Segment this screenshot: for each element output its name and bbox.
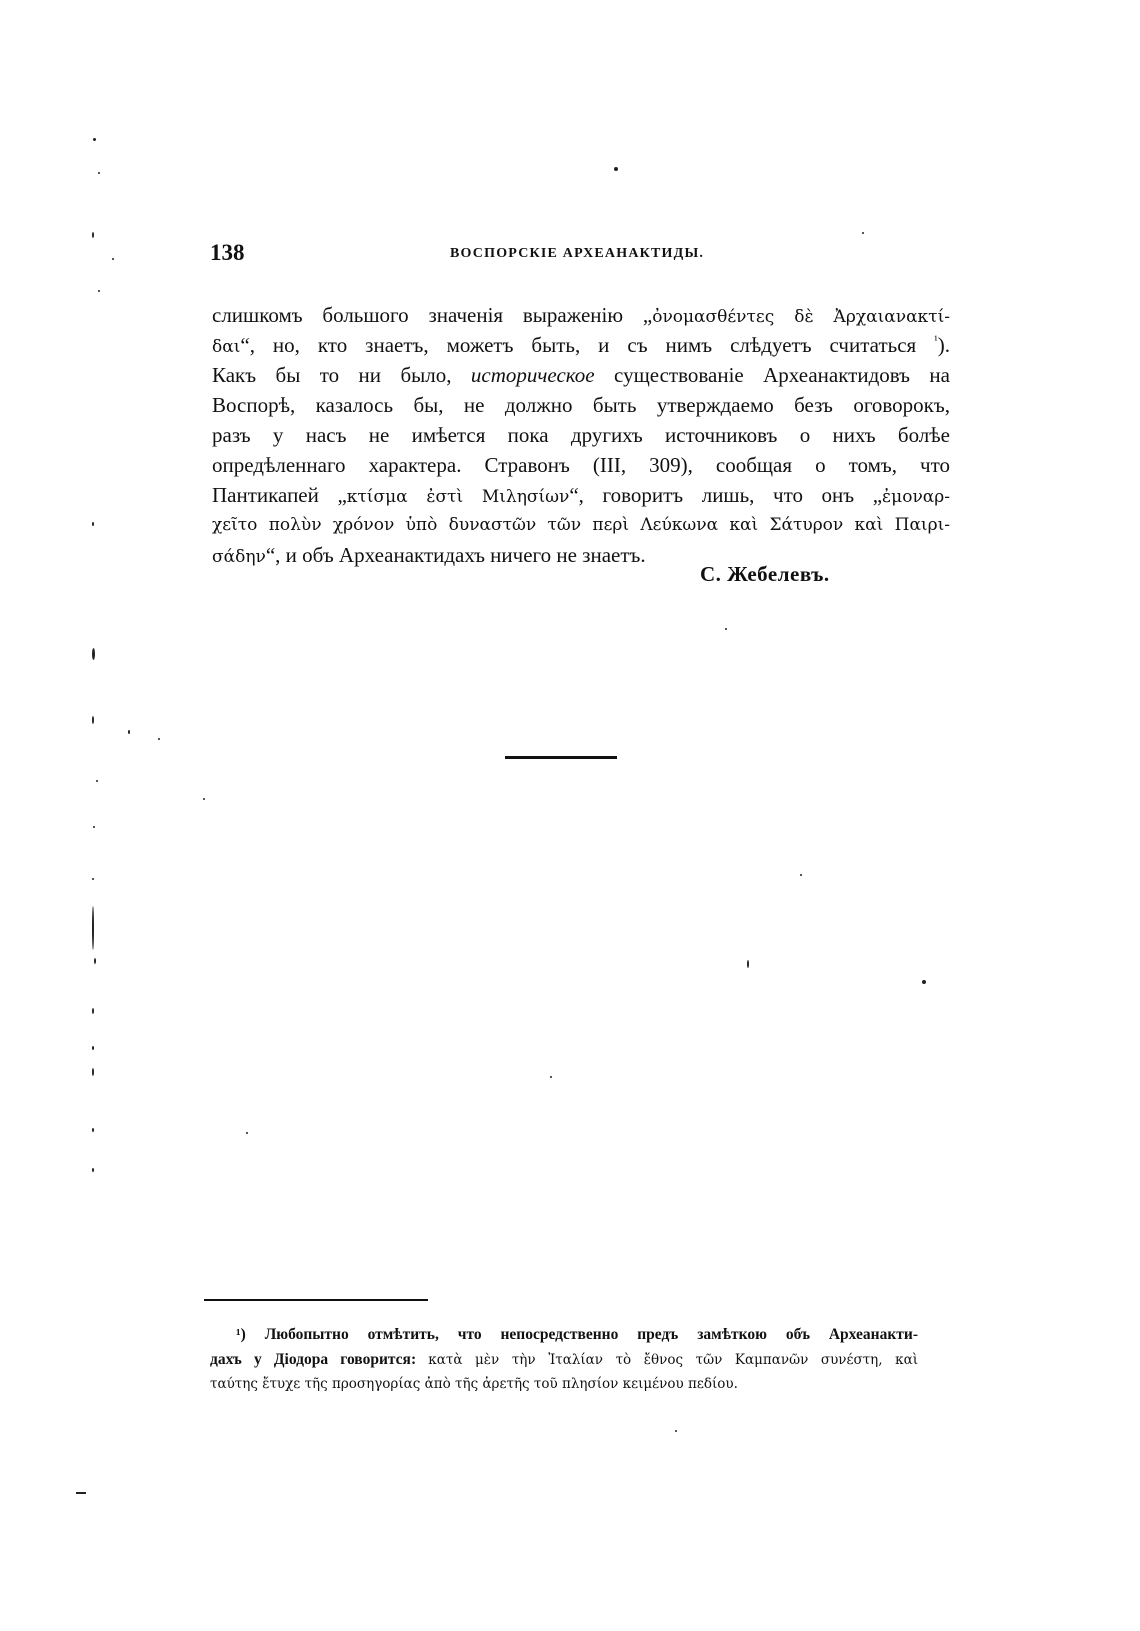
footnote-line: ταύτης ἔτυχε τῆς προσηγορίας ἀπὸ τῆς ἀρετῆς τοῦ πλησίον κειμένου πεδίου.: [210, 1376, 738, 1392]
end-rule: [505, 756, 617, 759]
footnote-line: [210, 1347, 918, 1372]
text-line: [212, 330, 950, 360]
scan-speck: [158, 738, 160, 740]
scan-speck: [92, 1046, 94, 1050]
scan-speck: [92, 1008, 94, 1014]
text-line: [212, 300, 950, 330]
scan-speck: [800, 874, 802, 876]
page-header: [210, 240, 945, 274]
greek-quote: σάδην: [212, 547, 266, 567]
scan-speck: [92, 232, 94, 238]
text-span: “, но, кто знаетъ, можетъ быть, и съ нимъ слѣдуетъ считаться: [240, 333, 935, 357]
text-span: Любопытно отмѣтить, что непосредственно предъ замѣткою объ Археанакти-: [245, 1326, 918, 1343]
footnote-marker: ¹): [236, 1326, 246, 1343]
scan-speck: [92, 1168, 94, 1172]
scan-speck: [725, 628, 727, 630]
scan-speck: [93, 138, 96, 141]
text-line: разъ у насъ не имѣется пока другихъ источниковъ о нихъ болѣе: [212, 423, 950, 447]
scan-speck: [112, 258, 114, 260]
text-span: слишкомъ большого значенія выраженію „: [212, 303, 653, 327]
text-line: [212, 540, 950, 570]
text-line: [212, 480, 950, 510]
text-span: Какъ бы то ни было,: [212, 363, 471, 387]
scan-speck: [862, 232, 864, 234]
text-line: [212, 360, 950, 390]
scan-speck: [92, 522, 94, 526]
greek-quote: κτίσμα ἐστὶ Μιλησίων: [346, 487, 570, 507]
text-span: ).: [937, 333, 950, 357]
text-span: “, говоритъ лишь, что онъ „: [569, 483, 883, 507]
text-span: дахъ у Діодора говорится:: [210, 1351, 429, 1368]
footnote-rule: [204, 1299, 428, 1301]
italic-word: историческое: [470, 363, 595, 387]
scan-speck: [128, 730, 130, 734]
footnote-line: [210, 1322, 918, 1347]
scan-speck: [747, 960, 749, 968]
scan-speck: [98, 172, 100, 174]
greek-quote: δαι: [212, 337, 241, 357]
text-line: χεῖτο πολὺν χρόνον ὑπὸ δυναστῶν τῶν περὶ Λεύκωνα καὶ Σάτυρον καὶ Παιρι-: [212, 515, 950, 535]
scan-speck: [96, 780, 98, 782]
scan-speck: [92, 1068, 94, 1076]
text-span: “, и объ Археанактидахъ ничего не знаетъ.: [265, 543, 646, 567]
scan-speck: [246, 1132, 248, 1134]
scan-speck: [98, 290, 100, 292]
text-span: Пантикапей „: [212, 483, 347, 507]
page-number: 138: [210, 240, 245, 265]
scan-speck: [93, 826, 95, 828]
scan-speck: [92, 906, 94, 950]
scan-speck: [550, 1076, 552, 1078]
scan-speck: [614, 167, 618, 171]
footnote-marker: ¹: [934, 333, 938, 347]
scan-speck: [675, 1430, 677, 1432]
body-text: [212, 300, 950, 570]
text-span: существованіе Археанактидовъ на: [594, 363, 950, 387]
text-line: Воспорѣ, казалось бы, не должно быть утверждаемо безъ оговорокъ,: [212, 393, 950, 417]
author-signature: С. Жебелевъ.: [700, 562, 830, 586]
footnote: [210, 1322, 918, 1397]
greek-quote: ἐμοναρ-: [882, 487, 951, 507]
greek-quote: ὀνομασθέντες δὲ Ἀρχαιανακτί-: [652, 307, 950, 327]
greek-quote: κατὰ μὲν τὴν Ἰταλίαν τὸ ἔθνος τῶν Καμπανῶν συνέστη, καὶ: [428, 1352, 918, 1368]
scan-speck: [92, 716, 94, 724]
scan-speck: [92, 1128, 94, 1132]
scan-speck: [203, 798, 205, 800]
scan-speck: [922, 980, 926, 984]
running-head: ВОСПОРСКІЕ АРХЕАНАКТИДЫ.: [450, 246, 705, 261]
text-line: опредѣленнаго характера. Стравонъ (III, 309), сообщая о томъ, что: [212, 453, 950, 477]
scan-speck: [94, 958, 96, 964]
scan-speck: [92, 648, 95, 660]
scan-speck: [92, 878, 94, 880]
scan-speck: [76, 1492, 86, 1494]
